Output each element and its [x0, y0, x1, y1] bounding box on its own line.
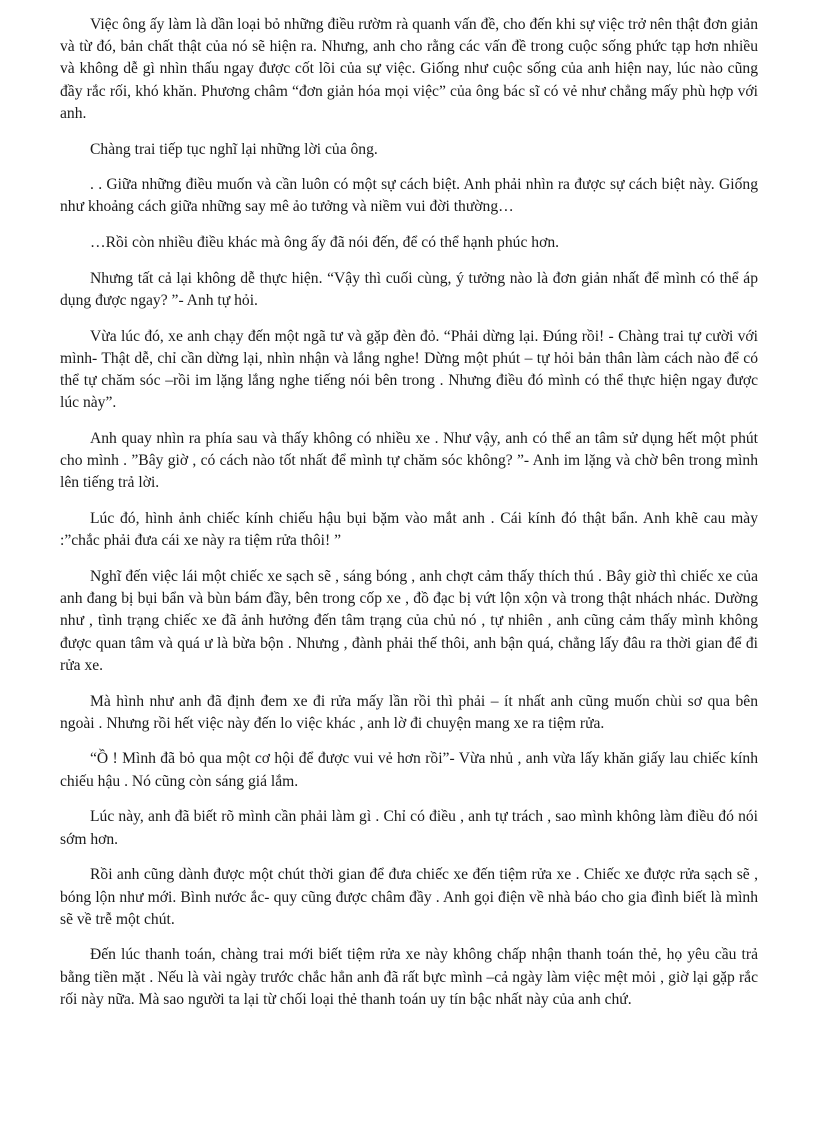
paragraph-3: . . Giữa những điều muốn và cần luôn có một sự cách biệt. Anh phải nhìn ra được sự cách biệt này. Giống như khoảng cách giữa những say mê ảo tưởng và niềm vui đời thường… — [60, 176, 758, 216]
paragraph-13: Rồi anh cũng dành được một chút thời gian để đưa chiếc xe đến tiệm rửa xe . Chiếc xe được rửa sạch sẽ , bóng lộn như mới. Bình nước ắc- quy cũng được châm đầy . Anh gọi điện về nhà báo cho gia đình biết là mình sẽ về trễ một chút. — [60, 866, 758, 928]
body-text — [60, 14, 758, 1011]
paragraph-2: Chàng trai tiếp tục nghĩ lại những lời của ông. — [90, 140, 378, 158]
paragraph-9: Nghĩ đến việc lái một chiếc xe sạch sẽ , sáng bóng , anh chợt cảm thấy thích thú . Bây giờ thì chiếc xe của anh đang bị bụi bẩn và bùn bám đầy, bên trong cốp xe , đồ đạc bị vứt lộn xộn và trong thật nhách nhác. Dường như , tình trạng chiếc xe đã ảnh hưởng đến tâm trạng của chủ nó , tự nhiên , anh cũng cảm thấy mình không được quan tâm và quá ư là bừa bộn . Nhưng , đành phải thế thôi, anh bận quá, chẳng lấy đâu ra thời gian để đi rửa xe. — [60, 568, 758, 674]
paragraph-7: Anh quay nhìn ra phía sau và thấy không có nhiều xe . Như vậy, anh có thể an tâm sử dụng hết một phút cho mình . ”Bây giờ , có cách nào tốt nhất để mình tự chăm sóc không? ”- Anh im lặng và chờ bên trong mình lên tiếng trả lời. — [60, 430, 758, 492]
paragraph-1: Việc ông ấy làm là dần loại bỏ những điều rườm rà quanh vấn đề, cho đến khi sự việc trở nên thật đơn giản và từ đó, bản chất thật của nó sẽ hiện ra. Nhưng, anh cho rằng các vấn đề trong cuộc sống phức tạp hơn nhiều và không dễ gì nhìn thấu ngay được cốt lõi của sự việc. Giống như cuộc sống của anh hiện nay, lúc nào cũng đầy rắc rối, khó khăn. Phương châm “đơn giản hóa mọi việc” của ông bác sĩ có vẻ như chẳng mấy phù hợp với anh. — [60, 16, 758, 122]
paragraph-10: Mà hình như anh đã định đem xe đi rửa mấy lần rồi thì phải – ít nhất anh cũng muốn chùi sơ qua bên ngoài . Nhưng rồi hết việc này đến lo việc khác , anh lờ đi chuyện mang xe ra tiệm rửa. — [60, 692, 758, 732]
paragraph-6: Vừa lúc đó, xe anh chạy đến một ngã tư và gặp đèn đỏ. “Phải dừng lại. Đúng rồi! - Chàng trai tự cười với mình- Thật dễ, chỉ cần dừng lại, nhìn nhận và lắng nghe! Dừng một phút – tự hỏi bản thân làm cách nào để có thể tự chăm sóc –rồi im lặng lắng nghe tiếng nói bên trong . Nhưng điều đó mình có thể thực hiện ngay được lúc này”. — [60, 327, 758, 412]
paragraph-4: …Rồi còn nhiều điều khác mà ông ấy đã nói đến, để có thể hạnh phúc hơn. — [90, 234, 560, 252]
paragraph-5: Nhưng tất cả lại không dễ thực hiện. “Vậy thì cuối cùng, ý tưởng nào là đơn giản nhất để mình có thể áp dụng được ngay? ”- Anh tự hỏi. — [60, 269, 758, 310]
paragraph-11: “Ồ ! Mình đã bỏ qua một cơ hội để được vui vẻ hơn rồi”- Vừa nhủ , anh vừa lấy khăn giấy lau chiếc kính chiếu hậu . Nó cũng còn sáng giá lắm. — [60, 750, 758, 790]
paragraph-8: Lúc đó, hình ảnh chiếc kính chiếu hậu bụi bặm vào mắt anh . Cái kính đó thật bẩn. Anh khẽ cau mày :”chắc phải đưa cái xe này ra tiệm rửa thôi! ” — [60, 510, 758, 550]
paragraph-14: Đến lúc thanh toán, chàng trai mới biết tiệm rửa xe này không chấp nhận thanh toán thẻ, họ yêu cầu trả bằng tiền mặt . Nếu là vài ngày trước chắc hẳn anh đã rất bực mình –cả ngày làm việc mệt mỏi , giờ lại gặp rắc rối này nữa. Mà sao người ta lại từ chối loại thẻ thanh toán uy tín bậc nhất này của anh chứ. — [60, 946, 758, 1008]
paragraph-12: Lúc này, anh đã biết rõ mình cần phải làm gì . Chỉ có điều , anh tự trách , sao mình không làm điều đó nói sớm hơn. — [60, 808, 758, 848]
